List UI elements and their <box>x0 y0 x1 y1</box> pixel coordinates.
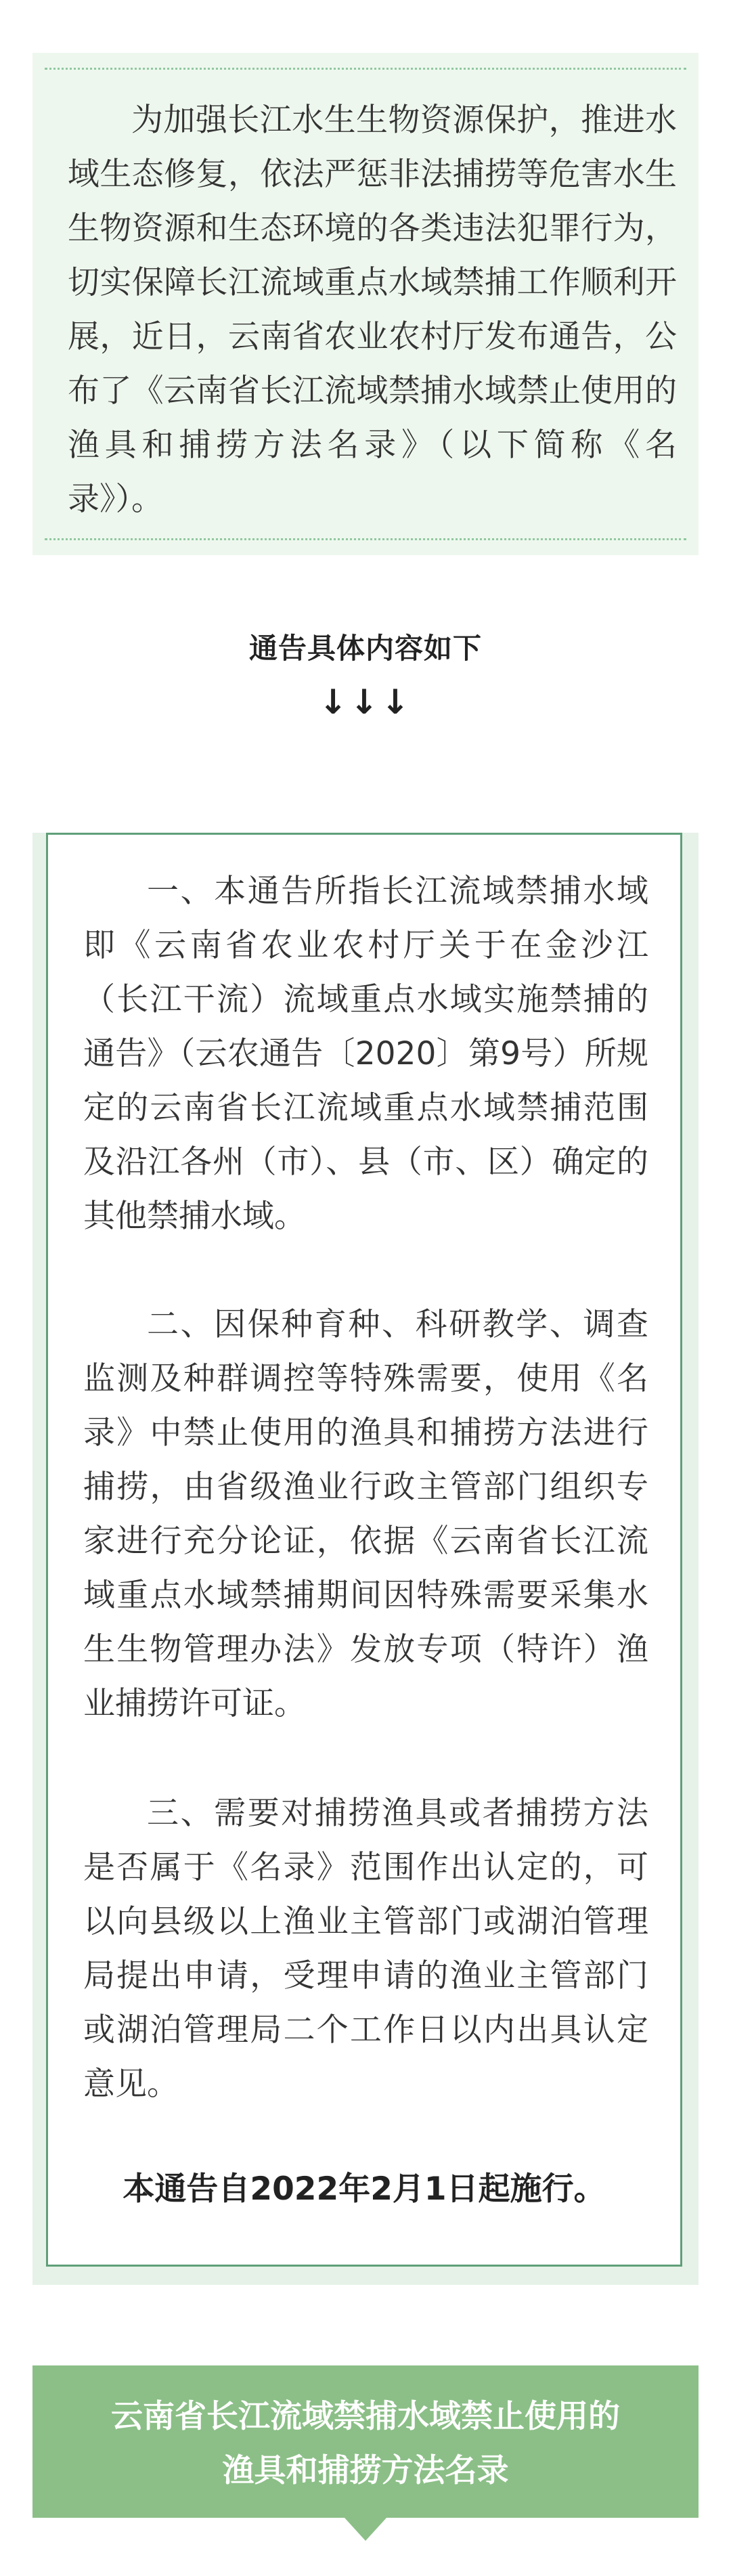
list-title-line-2: 渔具和捕捞方法名录 <box>222 2452 509 2489</box>
down-arrows-icon: ↓↓↓ <box>319 682 412 722</box>
banner-pointer-icon <box>345 2518 386 2541</box>
intro-box <box>32 53 699 555</box>
notice-content-card <box>46 833 682 2267</box>
intro-paragraph: 为加强长江水生生物资源保护，推进水域生态修复，依法严惩非法捕捞等危害水生生物资源和生态环境的各类违法犯罪行为，切实保障长江流域重点水域禁捕工作顺利开展，近日，云南省农业农村厅发布通告，公布了《云南省长江流域禁捕水域禁止使用的渔具和捕捞方法名录》（以下简称《名录》）。 <box>68 102 677 518</box>
notice-clause-2: 二、因保种育种、科研教学、调查监测及种群调控等特殊需要，使用《名录》中禁止使用的渔具和捕捞方法进行捕捞，由省级渔业行政主管部门组织专家进行充分论证，依据《云南省长江流域重点水域禁捕期间因特殊需要采集水生生物管理办法》发放专项（特许）渔业捕捞许可证。 <box>83 1306 648 1722</box>
notice-clause-3: 三、需要对捕捞渔具或者捕捞方法是否属于《名录》范围作出认定的，可以向县级以上渔业主管部门或湖泊管理局提出申请，受理申请的渔业主管部门或湖泊管理局二个工作日以内出具认定意见。 <box>83 1795 648 2103</box>
dotted-divider-top <box>45 68 686 70</box>
list-title-banner <box>32 2365 699 2518</box>
notice-heading: 通告具体内容如下 <box>248 632 482 665</box>
notice-content-box <box>32 833 699 2285</box>
list-title <box>32 2390 699 2498</box>
effective-date-statement: 本通告自2022年2月1日起施行。 <box>123 2170 606 2208</box>
dotted-divider-bottom <box>45 538 686 540</box>
list-title-line-1: 云南省长江流域禁捕水域禁止使用的 <box>111 2398 620 2435</box>
notice-clause-1: 一、本通告所指长江流域禁捕水域即《云南省农业农村厅关于在金沙江（长江干流）流域重点水域实施禁捕的通告》（云农通告〔2020〕第9号）所规定的云南省长江流域重点水域禁捕范围及沿江各州（市）、县（市、区）确定的其他禁捕水域。 <box>83 873 648 1235</box>
